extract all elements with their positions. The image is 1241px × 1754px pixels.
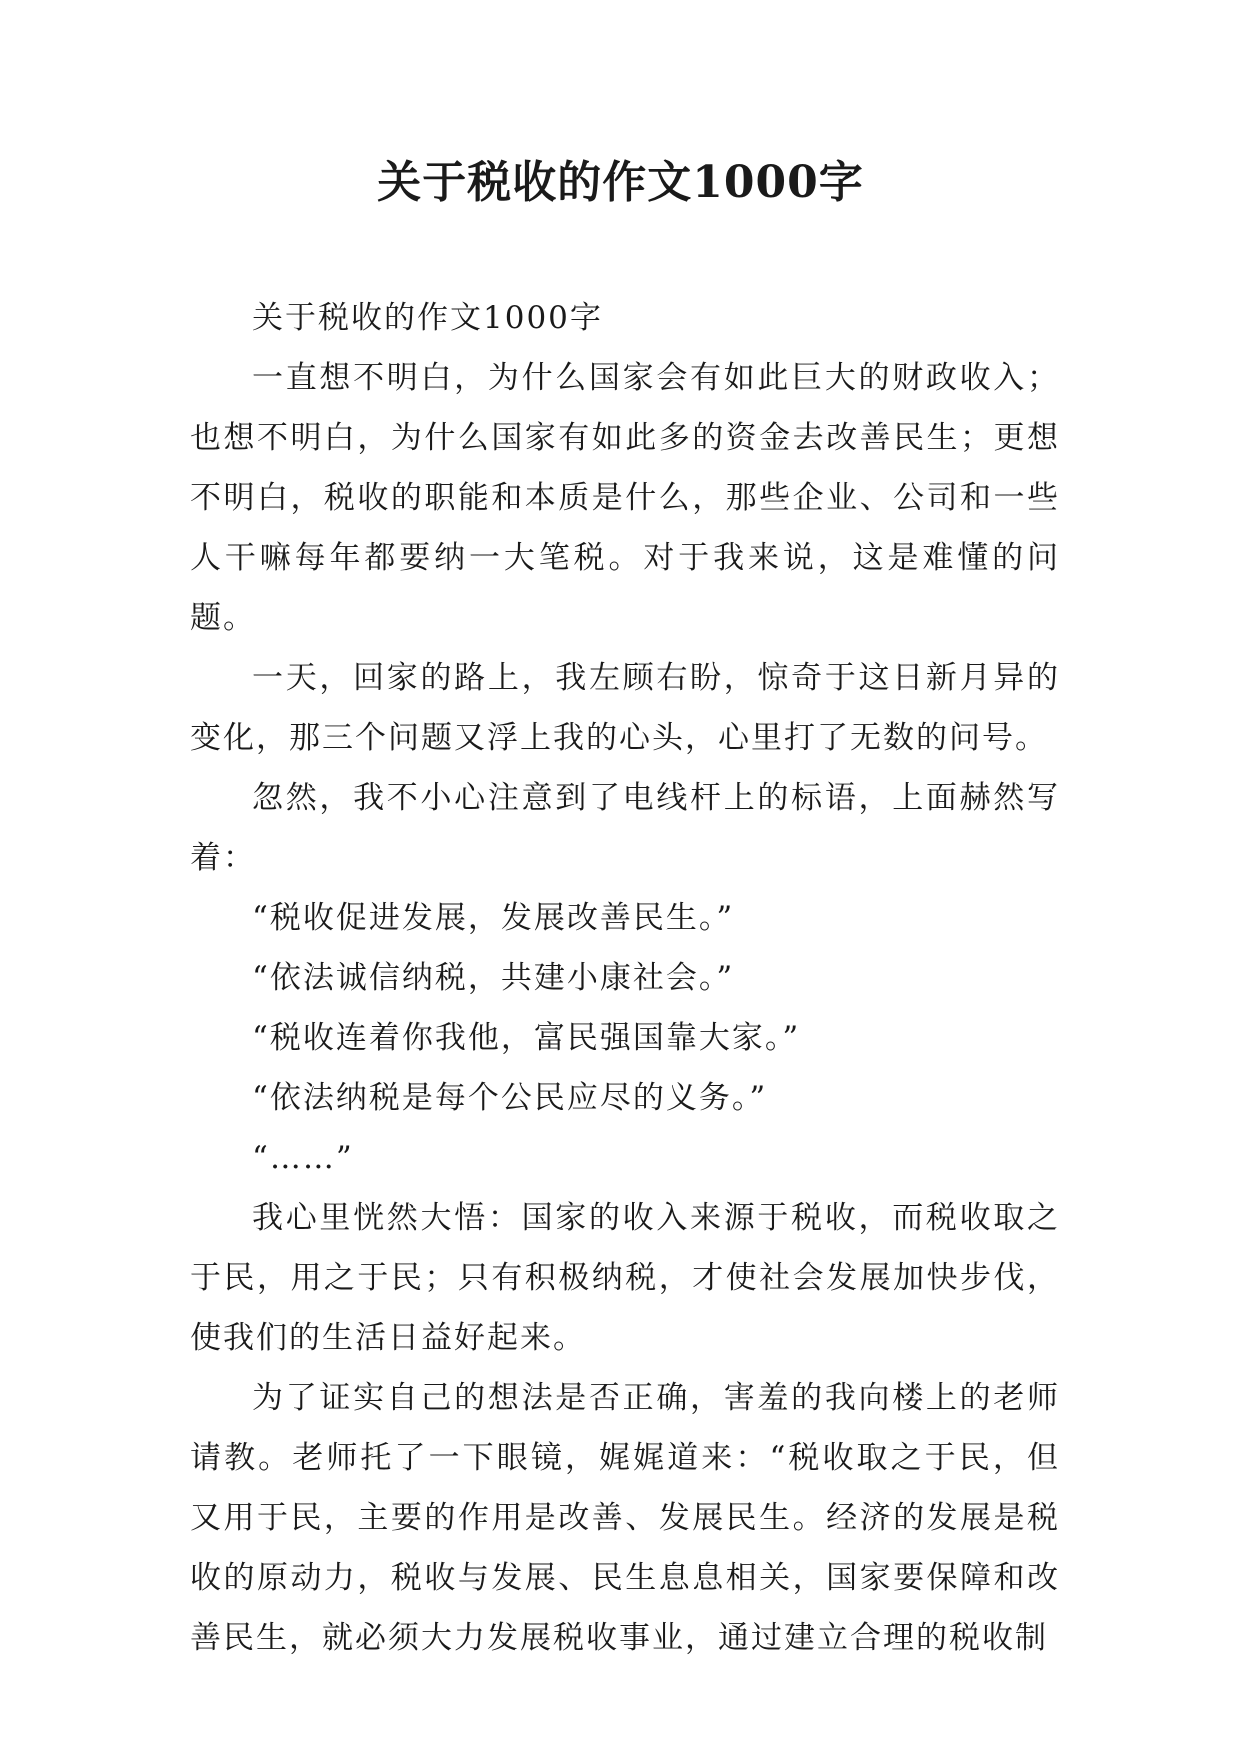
slogan-line: “税收促进发展，发展改善民生。”	[252, 900, 735, 936]
paragraph-walk-home: 一天，回家的路上，我左顾右盼，惊奇于这日新月异的变化，那三个问题又浮上我的心头，心里打了无数的问号。	[190, 660, 1060, 756]
paragraph-questions: 一直想不明白，为什么国家会有如此巨大的财政收入；也想不明白，为什么国家有如此多的资金去改善民生；更想不明白，税收的职能和本质是什么，那些企业、公司和一些人干嘛每年都要纳一大笔税。对于我来说，这是难懂的问题。	[190, 360, 1060, 636]
paragraph-teacher: 为了证实自己的想法是否正确，害羞的我向楼上的老师请教。老师托了一下眼镜，娓娓道来：“税收取之于民，但又用于民，主要的作用是改善、发展民生。经济的发展是税收的原动力，税收与发展、民生息息相关，国家要保障和改善民生，就必须大力发展税收事业，通过建立合理的税收制	[190, 1380, 1060, 1656]
document-body	[190, 288, 1060, 1668]
document-title: 关于税收的作文1000字	[377, 157, 864, 208]
slogan-ellipsis: “……”	[252, 1140, 354, 1176]
slogan-line: “依法诚信纳税，共建小康社会。”	[252, 960, 735, 996]
slogan-line: “依法纳税是每个公民应尽的义务。”	[252, 1080, 768, 1116]
paragraph-subtitle: 关于税收的作文1000字	[252, 300, 603, 336]
slogan-line: “税收连着你我他，富民强国靠大家。”	[252, 1020, 801, 1056]
paragraph-realization: 我心里恍然大悟：国家的收入来源于税收，而税收取之于民，用之于民；只有积极纳税，才使社会发展加快步伐，使我们的生活日益好起来。	[190, 1200, 1060, 1356]
paragraph-slogan-intro: 忽然，我不小心注意到了电线杆上的标语，上面赫然写着：	[190, 780, 1060, 876]
